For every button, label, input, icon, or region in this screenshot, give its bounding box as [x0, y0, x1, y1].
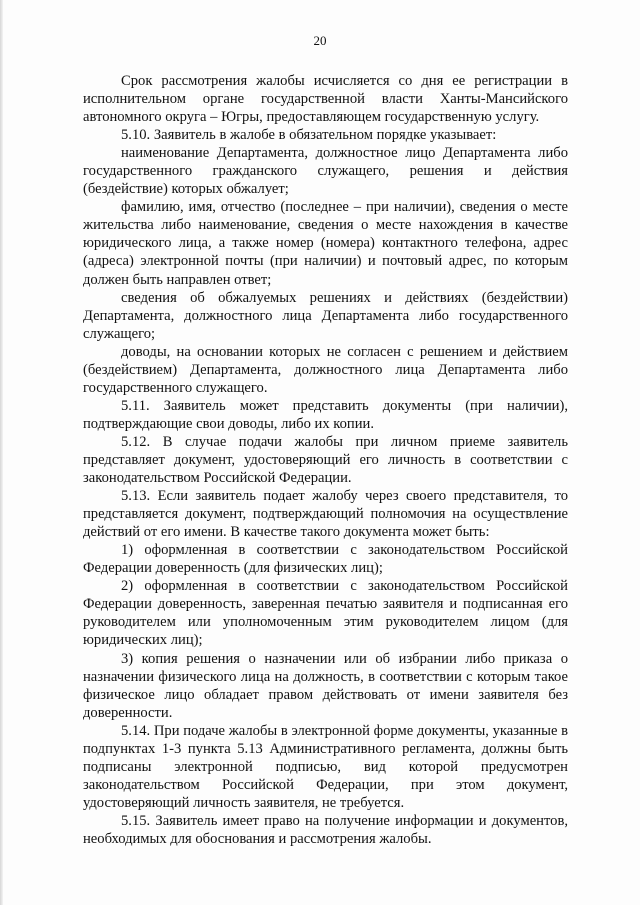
paragraph-5-11: 5.11. Заявитель может представить документы (при наличии), подтверждающие свои доводы, либо их копии.: [83, 397, 568, 432]
page-number: 20: [313, 33, 327, 48]
paragraph-5-12: 5.12. В случае подачи жалобы при личном приеме заявитель представляет документ, удостоверяющий его личность в соответствии с законодательством Российской Федерации.: [83, 433, 568, 487]
paragraph-item-3: 3) копия решения о назначении или об избрании либо приказа о назначении физического лица на должность, в соответствии с которым такое физическое лицо обладает правом действовать от имени заявителя без доверенности.: [83, 650, 568, 721]
paragraph-item-1: 1) оформленная в соответствии с законодательством Российской Федерации доверенность (для физических лиц);: [83, 542, 568, 577]
scan-left-edge: [0, 0, 3, 905]
paragraph-department-name: наименование Департамента, должностное лицо Департамента либо государственного гражданского служащего, решения и действия (бездействие) которых обжалует;: [83, 145, 568, 198]
paragraph-5-10: 5.10. Заявитель в жалобе в обязательном порядке указывает:: [121, 127, 497, 144]
paragraph-arguments: доводы, на основании которых не согласен с решением и действием (бездействием) Департамента, должностного лица Департамента либо государственного служащего.: [83, 343, 568, 396]
paragraph-5-14: 5.14. При подаче жалобы в электронной форме документы, указанные в подпунктах 1-3 пункта 5.13 Административного регламента, должны быть подписаны электронной подписью, вид которой предусмотрен законодательством Российской Федерации, при этом документ, удостоверяющий личность заявителя, не требуется.: [83, 722, 568, 811]
paragraph-applicant-details: фамилию, имя, отчество (последнее – при наличии), сведения о месте жительства либо наименование, сведения о месте нахождения в качестве юридического лица, а также номер (номера) контактного телефона, адрес (адреса) электронной почты (при наличии) и почтовый адрес, по которым должен быть направлен ответ;: [83, 199, 568, 288]
paragraph-review-period: Срок рассмотрения жалобы исчисляется со дня ее регистрации в исполнительном органе государственной власти Ханты-Мансийского автономного округа – Югры, предоставляющем государственную услугу.: [83, 73, 568, 126]
paragraph-5-13: 5.13. Если заявитель подает жалобу через своего представителя, то представляется документ, подтверждающий полномочия на осуществление действий от его имени. В качестве такого документа может быть:: [83, 488, 568, 541]
document-body: [83, 72, 568, 848]
paragraph-appealed-decisions: сведения об обжалуемых решениях и действиях (бездействии) Департамента, должностного лица Департамента либо государственного служащего;: [83, 289, 568, 342]
paragraph-5-15: 5.15. Заявитель имеет право на получение информации и документов, необходимых для обоснования и рассмотрения жалобы.: [83, 812, 568, 847]
paragraph-item-2: 2) оформленная в соответствии с законодательством Российской Федерации доверенность, заверенная печатью заявителя и подписанная его руководителем или уполномоченным этим руководителем лицом (для юридических лиц);: [83, 578, 568, 649]
